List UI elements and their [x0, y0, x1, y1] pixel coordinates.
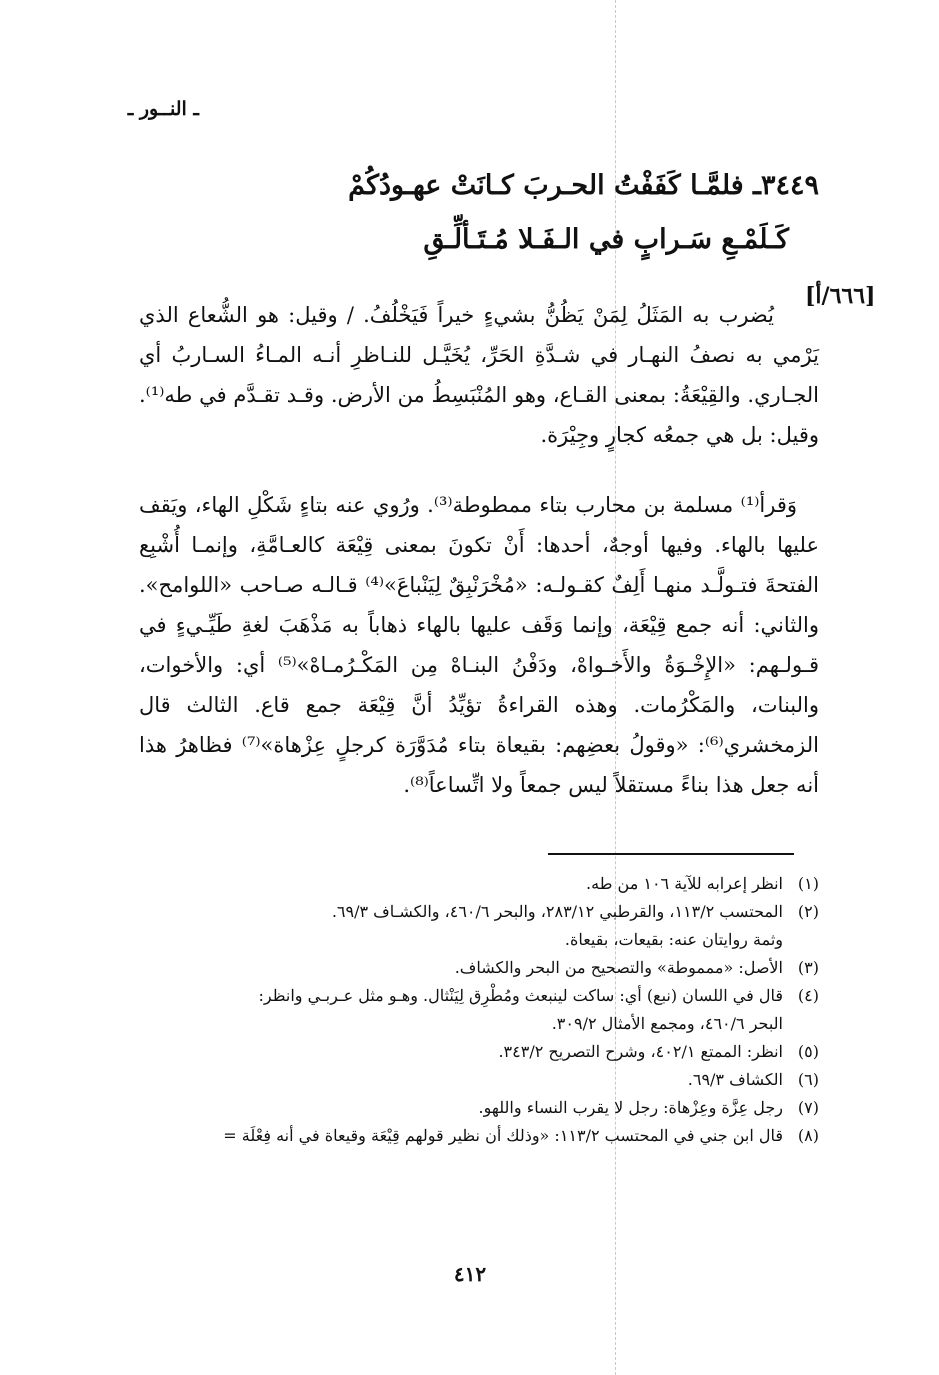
page-number: ٤١٢	[453, 1262, 487, 1286]
footnote	[129, 1038, 819, 1066]
footnotes	[129, 870, 819, 1150]
footnote-number: (١)	[797, 874, 819, 893]
footnote	[129, 1122, 819, 1150]
footnote	[129, 954, 819, 982]
footnote	[129, 1094, 819, 1122]
footnote-text: المحتسب ١١٣/٢، والقرطبي ٢٨٣/١٢، والبحر ٤٦٠/٦، والكشـاف ٦٩/٣.	[331, 902, 783, 921]
footnote-number: (٤)	[797, 986, 819, 1005]
footnote-number: (٨)	[797, 1126, 819, 1145]
footnote-number: (٢)	[797, 902, 819, 921]
footnote-text: قال ابن جني في المحتسب ١١٣/٢: «وذلك أن نظير قولهم قِيْعَة وقيعاة في أنه فِعْلَة =	[223, 1126, 783, 1145]
paragraph: يُضرب به المَثَلُ لِمَنْ يَظُنُّ بشيءٍ خيراً فَيَخْلُفُ. / وقيل: هو الشُّعاع الذي يَرْمي به نصفُ النهـار في شـدَّةِ الحَرِّ، يُخَيَّـل للنـاظرِ أنـه المـاءُ السـاربُ أي الجـاري. والقِيْعَةُ: بمعنى القـاع، وهو المُنْبَسِطُ من الأرض. وقـد تقـدَّم في طه⁽¹⁾. وقيل: بل هي جمعُه كجارٍ وجِيْرَة.	[139, 303, 819, 447]
footnote-continuation: وثمة روايتان عنه: بقيعات، بقيعاة.	[564, 930, 783, 949]
footnote	[129, 898, 819, 926]
footnote	[129, 1066, 819, 1094]
verse-line-2: كَـلَمْـعِ سَـرابٍ في الـفَـلا مُـتَـألِّـقِ	[423, 224, 789, 255]
footnote-number: (٥)	[797, 1042, 819, 1061]
running-header: ـ النــور ـ	[127, 98, 199, 120]
footnote-text: الأصل: «ممموطة» والتصحيح من البحر والكشاف.	[454, 958, 783, 977]
footnote-separator	[548, 853, 794, 855]
footnote	[129, 870, 819, 898]
paragraph: وَقرأ⁽¹⁾ مسلمة بن محارب بتاء ممطوطة⁽³⁾. ورُوي عنه بتاءٍ شَكْلِ الهاء، ويَقف عليها بالهاء. وفيها أوجهٌ، أحدها: أَنْ تكونَ بمعنى قِيْعَة كالعـامَّةِ، وإنمـا أُشْبِع الفتحةَ فتـولَّـد منهـا أَلِفٌ كقـولـه: «مُخْرَنْبِقٌ لِيَنْباعَ»⁽⁴⁾ قـالـه صـاحب «اللوامح». والثاني: أنه جمع قِيْعَة، وإنما وَقَف عليها بالهاء ذهاباً به مَذْهَبَ لغةِ طَيِّـيءٍ في قـولـهم: «الإِخْـوَةُ والأَخـواهْ، ودَفْنُ البنـاهْ مِن المَكْـرُمـاهْ»⁽⁵⁾ أي: والأخوات، والبنات، والمَكْرُمات. وهذه القراءةُ تؤيِّدُ أنَّ قِيْعَة جمع قاع. الثالث قال الزمخشري⁽⁶⁾: «وقولُ بعضِهم: بقيعاة بتاء مُدَوَّرَة كرجلٍ عِزْهاة»⁽⁷⁾ فظاهرُ هذا أنه جعل هذا بناءً مستقلاً ليس جمعاً ولا اتِّساعاً⁽⁸⁾.	[139, 493, 819, 797]
footnote-continuation: البحر ٤٦٠/٦، ومجمع الأمثال ٣٠٩/٢.	[551, 1014, 783, 1033]
footnote-text: انظر: الممتع ٤٠٢/١، وشرح التصريح ٣٤٣/٢.	[498, 1042, 783, 1061]
footnote-number: (٧)	[797, 1098, 819, 1117]
footnote-text: رجل عِزَّة وعِزْهاة: رجل لا يقرب النساء واللهو.	[478, 1098, 783, 1117]
footnote-text: قال في اللسان (نبع) أي: ساكت لينبعث ومُطْرِق لِيَنْثال. وهـو مثل عـربـي وانظر:	[258, 986, 783, 1005]
footnote-number: (٦)	[797, 1070, 819, 1089]
footnote-number: (٣)	[797, 958, 819, 977]
verse-line-1: ٣٤٤٩ـ فلمَّـا كَفَفْتُ الحـربَ كـانَتْ عهـودُكُمْ	[348, 170, 819, 201]
footnote-text: انظر إعرابه للآية ١٠٦ من طه.	[586, 874, 783, 893]
footnote	[129, 982, 819, 1010]
manuscript-folio-ref: [٦٦٦/أ]	[805, 283, 876, 309]
footnote-text: الكشاف ٦٩/٣.	[687, 1070, 783, 1089]
